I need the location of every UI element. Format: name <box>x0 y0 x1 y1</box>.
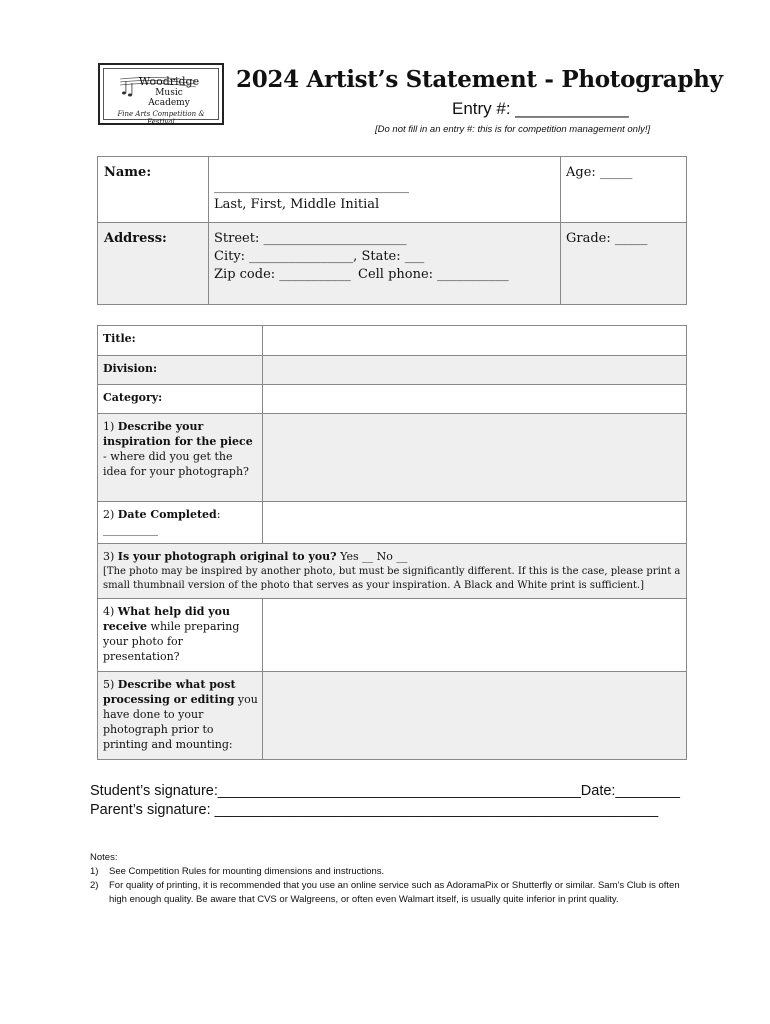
division-row <box>98 355 686 384</box>
question-rest: - where did you get the idea for your photograph? <box>103 450 249 478</box>
date-completed-question <box>103 507 258 537</box>
column-divider <box>262 414 263 501</box>
question-number: 1) <box>103 420 115 433</box>
column-divider <box>262 672 263 759</box>
entry-note: [Do not fill in an entry #: this is for competition management only!] <box>375 124 651 135</box>
originality-question <box>103 549 683 564</box>
name-input-line[interactable]: ______________________________ <box>214 179 409 194</box>
student-info-table <box>97 156 687 305</box>
question-bold: Describe what post processing or editing <box>103 678 236 706</box>
address-label: Address: <box>104 231 167 246</box>
logo-name-line1: Woodridge <box>138 75 200 88</box>
parent-signature-line[interactable]: Parent’s signature: _______________________________________________________ <box>90 802 659 818</box>
inspiration-question <box>103 419 258 479</box>
note-number: 2) <box>90 880 99 891</box>
question-number: 4) <box>103 605 115 618</box>
column-divider <box>262 599 263 671</box>
category-label: Category: <box>103 391 163 404</box>
originality-note: [The photo may be inspired by another photo, but must be significantly different. If this is the case, please print a small thumbnail version of the photo that serves as your inspiration. A Black and White print is sufficient.] <box>103 566 681 591</box>
division-label: Division: <box>103 362 158 375</box>
question-number: 3) <box>103 550 115 563</box>
student-signature-line[interactable]: Student’s signature:_____________________________________________Date:________ <box>90 783 680 799</box>
age-field[interactable]: Age: _____ <box>566 165 633 180</box>
column-divider <box>262 502 263 543</box>
column-divider <box>262 385 263 413</box>
academy-logo <box>98 63 224 125</box>
help-received-row <box>98 598 686 671</box>
help-received-question <box>103 604 258 664</box>
entry-table <box>97 325 687 760</box>
column-divider <box>262 356 263 384</box>
cell-phone-field[interactable]: Cell phone: ___________ <box>358 267 509 282</box>
category-row <box>98 384 686 413</box>
logo-name-line2: Music Academy <box>148 88 190 108</box>
question-bold: Is your photograph original to you? <box>117 550 337 563</box>
name-row <box>98 157 686 222</box>
title-row <box>98 326 686 355</box>
column-divider <box>208 223 209 304</box>
post-processing-row <box>98 671 686 759</box>
column-divider <box>560 223 561 304</box>
street-field[interactable]: Street: ______________________ <box>214 231 407 246</box>
title-label: Title: <box>103 332 136 345</box>
note-item <box>90 865 680 879</box>
inspiration-row <box>98 413 686 501</box>
column-divider <box>560 157 561 222</box>
note-number: 1) <box>90 866 99 877</box>
question-bold: Date Completed <box>117 508 217 521</box>
notes-heading: Notes: <box>90 852 118 863</box>
note-item <box>90 879 680 907</box>
question-bold: What help did you receive <box>103 605 230 633</box>
date-completed-row <box>98 501 686 543</box>
notes-section <box>90 851 680 907</box>
name-label: Name: <box>104 165 152 180</box>
city-state-field[interactable]: City: ________________, State: ___ <box>214 249 425 264</box>
question-number: 5) <box>103 678 115 691</box>
note-text: See Competition Rules for mounting dimensions and instructions. <box>109 866 385 877</box>
note-text: For quality of printing, it is recommended that you use an online service such as AdoramaPix or Shutterfly or similar. Sam’s Club is often high enough quality. Be aware that CVS or Walgreens, or often even Walmart itself, is usually quite inferior in print quality. <box>109 880 680 905</box>
question-rest: you have done to your photograph prior to printing and mounting: <box>103 693 258 751</box>
column-divider <box>208 157 209 222</box>
question-bold: Describe your inspiration for the piece <box>103 420 253 448</box>
column-divider <box>262 326 263 355</box>
grade-field[interactable]: Grade: _____ <box>566 231 648 246</box>
logo-name <box>138 77 200 108</box>
question-number: 2) <box>103 508 115 521</box>
question-rest: while preparing your photo for presentation? <box>103 620 240 663</box>
page-title: 2024 Artist’s Statement - Photography <box>236 66 723 93</box>
originality-row <box>98 543 686 598</box>
name-hint: Last, First, Middle Initial <box>214 197 380 212</box>
logo-tagline: Fine Arts Competition & Festival <box>117 110 205 126</box>
post-processing-question <box>103 677 258 752</box>
address-row <box>98 222 686 304</box>
yes-no-options[interactable]: Yes __ No __ <box>340 550 408 563</box>
question-rest: : __________ <box>103 508 221 536</box>
entry-number-field: Entry #: ____________ <box>452 99 629 118</box>
zip-code-field[interactable]: Zip code: ___________ <box>214 267 351 282</box>
